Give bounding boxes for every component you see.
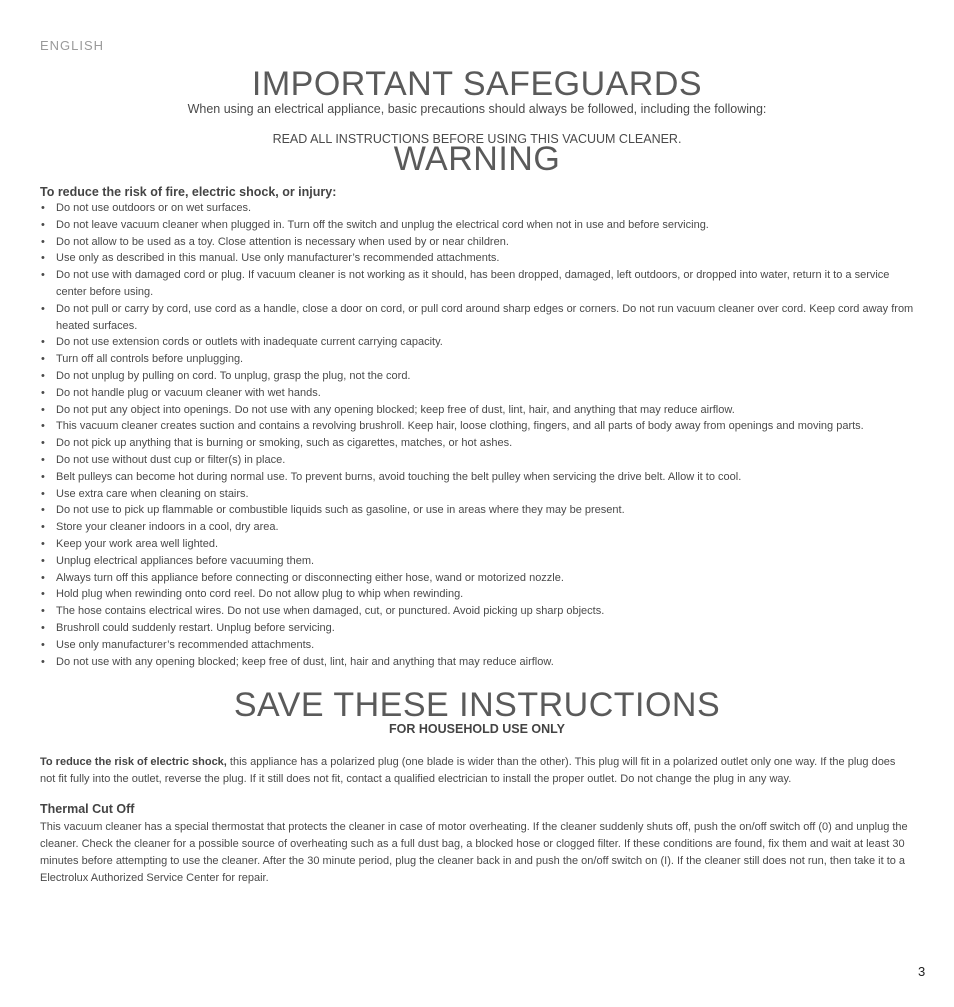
language-label: ENGLISH [40,38,105,53]
warning-heading: To reduce the risk of fire, electric shock, or injury: [40,185,337,199]
warning-item: • Do not allow to be used as a toy. Close attention is necessary when used by or near children. [40,234,915,251]
shock-lead: To reduce the risk of electric shock, [40,756,227,768]
warning-item: • Do not use outdoors or on wet surfaces. [40,200,915,217]
household-use-notice: FOR HOUSEHOLD USE ONLY [389,722,565,736]
warning-item: • Belt pulleys can become hot during normal use. To prevent burns, avoid touching the belt pulley when servicing the drive belt. Allow it to cool. [40,469,915,486]
warning-item: • Do not use extension cords or outlets with inadequate current carrying capacity. [40,334,915,351]
warning-item: • The hose contains electrical wires. Do not use when damaged, cut, or punctured. Avoid picking up sharp objects. [40,603,915,620]
warning-item: • Always turn off this appliance before connecting or disconnecting either hose, wand or motorized nozzle. [40,570,915,587]
save-instructions-title: SAVE THESE INSTRUCTIONS [233,686,721,724]
warning-item: • Turn off all controls before unplugging. [40,351,915,368]
warning-item: • Do not use without dust cup or filter(s) in place. [40,452,915,469]
warning-item: • Use extra care when cleaning on stairs. [40,486,915,503]
safeguards-intro: When using an electrical appliance, basic precautions should always be followed, including the following: [187,102,767,116]
warning-item: • Unplug electrical appliances before vacuuming them. [40,553,915,570]
warning-item: • Brushroll could suddenly restart. Unplug before servicing. [40,620,915,637]
read-all-notice: READ ALL INSTRUCTIONS BEFORE USING THIS VACUUM CLEANER. [272,132,682,146]
warning-item: • Do not pick up anything that is burning or smoking, such as cigarettes, matches, or hot ashes. [40,435,915,452]
warning-item: • Keep your work area well lighted. [40,536,915,553]
warning-item: • Use only as described in this manual. Use only manufacturer’s recommended attachments. [40,250,915,267]
page-number: 3 [918,964,926,979]
warning-item: • Do not leave vacuum cleaner when plugged in. Turn off the switch and unplug the electrical cord when not in use and before servicing. [40,217,915,234]
polarized-plug-paragraph [40,754,913,787]
warning-item: • Do not pull or carry by cord, use cord as a handle, close a door on cord, or pull cord around sharp edges or corners. Do not run vacuum cleaner over cord. Keep cord away from heated surfaces. [40,301,915,335]
safeguards-title: IMPORTANT SAFEGUARDS [251,65,703,103]
shock-text: this appliance has a polarized plug (one blade is wider than the other). This plug will fit in a polarized outlet only one way. If the plug does not fit fully into the outlet, reverse the plug. If it still does not fit, contact a qualified electrician to install the proper outlet. Do not change the plug in any way. [40,756,896,785]
warning-item: • Do not use with any opening blocked; keep free of dust, lint, hair and anything that may reduce airflow. [40,654,915,671]
thermal-cutoff-title: Thermal Cut Off [40,802,135,816]
warning-item: • Do not use to pick up flammable or combustible liquids such as gasoline, or use in areas where they may be present. [40,502,915,519]
warning-item: • Use only manufacturer’s recommended attachments. [40,637,915,654]
thermal-cutoff-body: This vacuum cleaner has a special thermostat that protects the cleaner in case of motor overheating. If the cleaner suddenly shuts off, push the on/off switch off (0) and unplug the cleaner. Check the cleaner for a possible source of overheating such as a full dust bag, a blocked hose or clogged filter. If these conditions are found, fix them and wait at least 30 minutes before attempting to use the cleaner. After the 30 minute period, plug the cleaner back in and push the on/off switch on (I). If the cleaner still does not run, then take it to a Electrolux Authorized Service Center for repair. [40,821,908,884]
warning-item: • Store your cleaner indoors in a cool, dry area. [40,519,915,536]
warning-item: • Hold plug when rewinding onto cord reel. Do not allow plug to whip when rewinding. [40,586,915,603]
warning-item: • Do not put any object into openings. Do not use with any opening blocked; keep free of dust, lint, hair, and anything that may reduce airflow. [40,402,915,419]
warning-item: • Do not unplug by pulling on cord. To unplug, grasp the plug, not the cord. [40,368,915,385]
warning-item: • Do not use with damaged cord or plug. If vacuum cleaner is not working as it should, has been dropped, damaged, left outdoors, or dropped into water, return it to a service center before using. [40,267,915,301]
warning-title: WARNING [393,140,561,178]
warning-list [40,200,915,670]
warning-item: • Do not handle plug or vacuum cleaner with wet hands. [40,385,915,402]
warning-item: • This vacuum cleaner creates suction and contains a revolving brushroll. Keep hair, loose clothing, fingers, and all parts of body away from openings and moving parts. [40,418,915,435]
